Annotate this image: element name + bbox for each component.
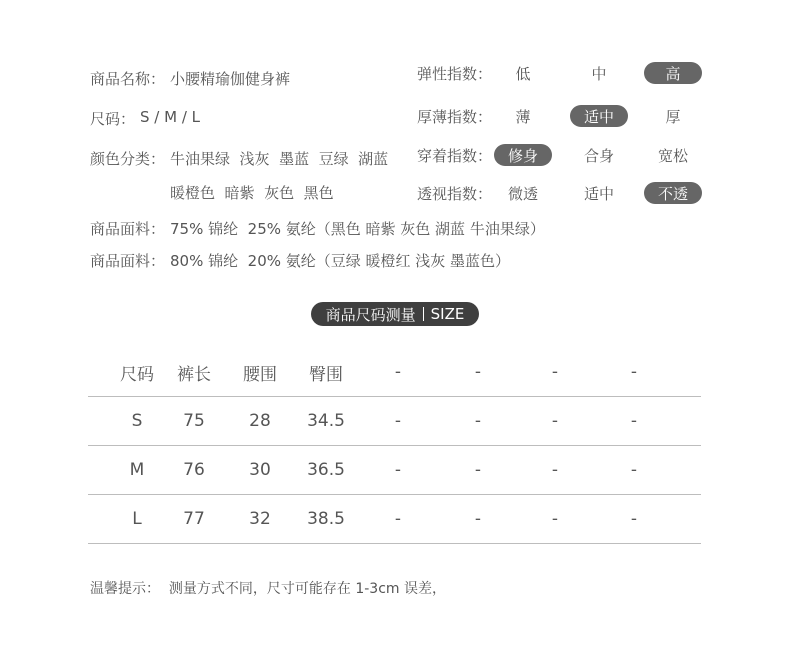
fabric-1-value: 75% 锦纶 25% 氨纶（黑色 暗紫 灰色 湖蓝 牛油果绿） (170, 220, 545, 238)
table-header-cell: 腰围 (243, 364, 277, 385)
index-label: 厚薄指数： (417, 108, 493, 126)
index-option: 合身 (583, 147, 614, 165)
index-label: 穿着指数： (417, 147, 493, 165)
index-option: 宽松 (657, 147, 688, 165)
size-label: 尺码： (90, 110, 136, 128)
table-cell: - (474, 509, 482, 529)
table-header-cell: 裤长 (177, 364, 211, 385)
table-header-cell: - (474, 362, 482, 382)
index-option: 低 (515, 65, 531, 83)
size-value: S / M / L (140, 108, 200, 126)
fabric-2-label: 商品面料： (90, 252, 166, 270)
table-header-cell: - (551, 362, 559, 382)
table-cell: - (551, 460, 559, 480)
product-name-value: 小腰精瑜伽健身裤 (170, 70, 291, 88)
index-option-selected: 高 (644, 62, 702, 84)
table-cell: - (394, 460, 402, 480)
table-cell: S (131, 411, 143, 431)
table-cell: 75 (183, 411, 205, 431)
table-cell: 28 (249, 411, 271, 431)
measure-note: 温馨提示： 测量方式不同，尺寸可能存在 1-3cm 误差， (90, 581, 447, 597)
size-table (88, 348, 701, 544)
table-cell: - (630, 509, 638, 529)
table-header-cell: 臀围 (309, 364, 343, 385)
table-cell: - (630, 411, 638, 431)
index-option-selected: 适中 (570, 105, 628, 127)
table-cell: - (394, 411, 402, 431)
index-option: 适中 (583, 185, 614, 203)
table-header-row (88, 348, 701, 397)
size-section-title-cn: 商品尺码测量 (325, 305, 416, 324)
product-name-label: 商品名称： (90, 70, 166, 88)
index-option-selected: 不透 (644, 182, 702, 204)
table-cell: - (630, 460, 638, 480)
table-header-cell: - (630, 362, 638, 382)
table-cell: 76 (183, 460, 205, 480)
table-row (88, 446, 701, 495)
table-cell: - (551, 509, 559, 529)
table-cell: - (551, 411, 559, 431)
index-option: 厚 (665, 108, 681, 126)
index-label: 透视指数： (417, 185, 493, 203)
table-row (88, 397, 701, 446)
table-cell: 38.5 (307, 509, 345, 529)
table-cell: 77 (183, 509, 205, 529)
table-cell: M (129, 460, 145, 480)
table-cell: 34.5 (307, 411, 345, 431)
index-option: 薄 (515, 108, 531, 126)
table-cell: 36.5 (307, 460, 345, 480)
table-header-cell: 尺码 (120, 364, 154, 385)
table-cell: - (474, 411, 482, 431)
table-row (88, 495, 701, 544)
index-option-selected: 修身 (494, 144, 552, 166)
index-option: 微透 (507, 185, 538, 203)
table-cell: 32 (249, 509, 271, 529)
table-cell: L (132, 509, 142, 529)
color-label: 颜色分类： (90, 150, 166, 168)
color-line-1: 牛油果绿 浅灰 墨蓝 豆绿 湖蓝 (170, 150, 389, 168)
table-cell: - (474, 460, 482, 480)
table-cell: - (394, 509, 402, 529)
table-cell: 30 (249, 460, 271, 480)
title-separator (423, 307, 424, 321)
index-label: 弹性指数： (417, 65, 493, 83)
size-section-title (311, 302, 479, 326)
size-section-title-en: SIZE (430, 305, 465, 323)
table-header-cell: - (394, 362, 402, 382)
fabric-1-label: 商品面料： (90, 220, 166, 238)
index-option: 中 (591, 65, 607, 83)
color-line-2: 暖橙色 暗紫 灰色 黑色 (170, 184, 334, 202)
fabric-2-value: 80% 锦纶 20% 氨纶（豆绿 暖橙红 浅灰 墨蓝色） (170, 252, 511, 270)
